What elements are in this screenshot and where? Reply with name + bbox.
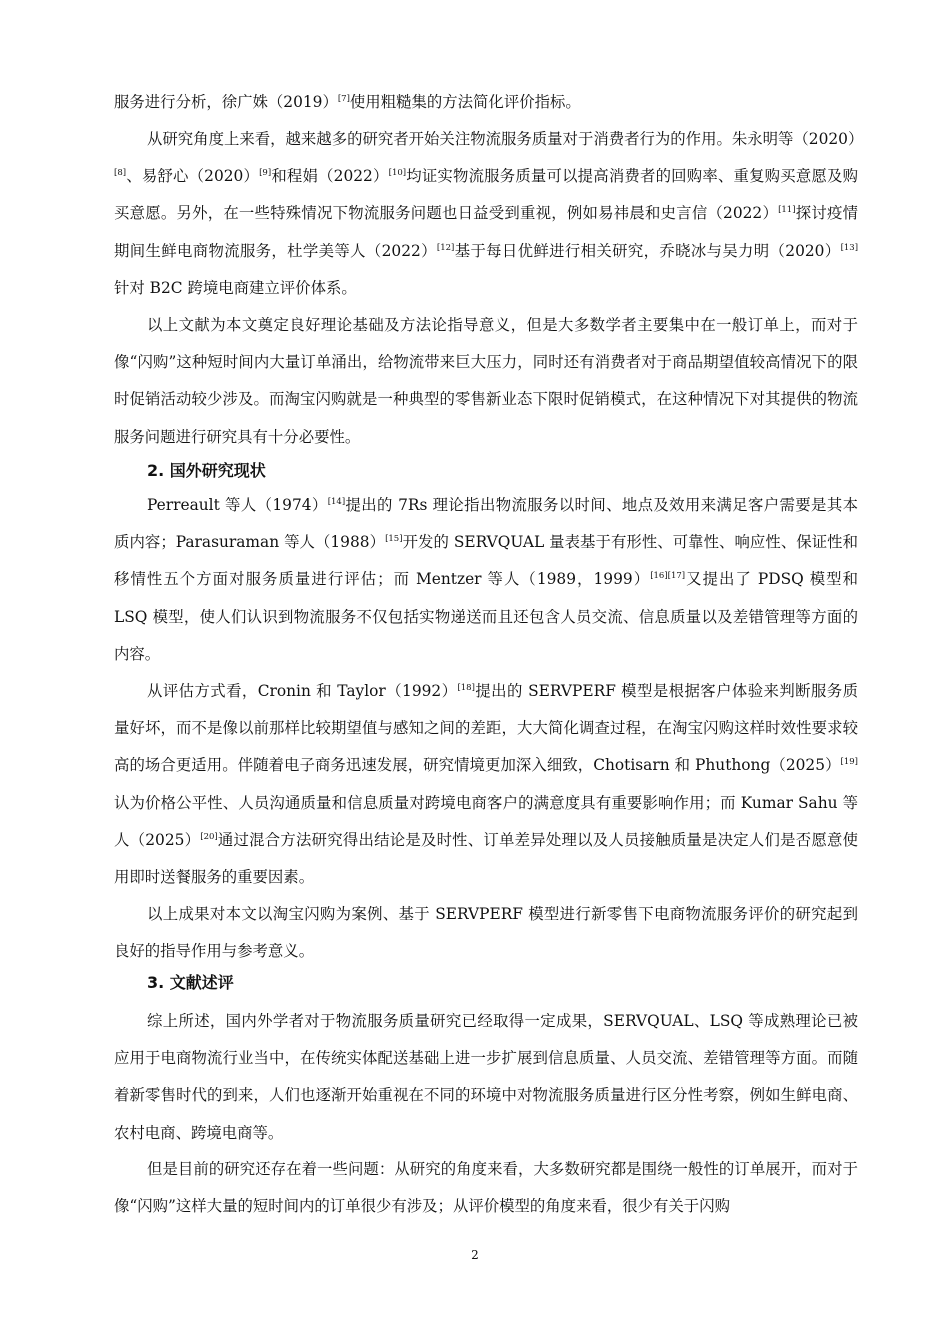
paragraph-summary	[114, 1003, 858, 1152]
citation-marker: [11]	[778, 205, 796, 216]
text-run: 基于每日优鲜进行相关研究，乔晓冰与吴力明（2020）	[454, 241, 841, 260]
citation-marker: [19]	[840, 757, 858, 768]
citation-marker: [14]	[327, 497, 346, 507]
text-run: 探讨疫情期间生鲜电商物流服务，杜学美等人（2022）	[114, 204, 858, 260]
text-run: Perreault 等人（1974）	[147, 496, 328, 514]
citation-marker: [7]	[337, 94, 350, 104]
text-run: 又提出了 PDSQ 模型和 LSQ 模型，使人们认识到物流服务不仅包括实物递送而且还包含人员交流、信息质量以及差错管理等方面的内容。	[114, 570, 858, 663]
citation-marker: [10]	[388, 168, 407, 179]
paragraph-guidance	[114, 896, 858, 970]
text-run: 开发的 SERVQUAL 量表基于有形性、可靠性、响应性、保证性和移情性五个方面对服务质量进行评估；而 Mentzer 等人（1989，1999）	[114, 533, 858, 589]
text-run: 但是目前的研究还存在着一些问题：从研究的角度来看，大多数研究都是围绕一般性的订单展开，而对于像“闪购”这样大量的短时间内的订单很少有涉及；从评价模型的角度来看，很少有关于闪购	[114, 1160, 858, 1216]
text-run: 从研究角度上来看，越来越多的研究者开始关注物流服务质量对于消费者行为的作用。朱永明等（2020）	[147, 130, 864, 148]
section-heading-foreign-research: 2. 国外研究现状	[147, 461, 266, 480]
text-run: 和程娟（2022）	[271, 167, 389, 186]
citation-marker: [16][17]	[650, 571, 686, 582]
text-run: 以上文献为本文奠定良好理论基础及方法论指导意义，但是大多数学者主要集中在一般订单上，而对于像“闪购”这种短时间内大量订单涌出，给物流带来巨大压力，同时还有消费者对于商品期望值较高情况下的限时促销活动较少涉及。而淘宝闪购就是一种典型的零售新业态下限时促销模式，在这种情况下对其提供的物流服务问题进行研究具有十分必要性。	[114, 316, 858, 446]
citation-marker: [12]	[436, 242, 455, 253]
text-run: 以上成果对本文以淘宝闪购为案例、基于 SERVPERF 模型进行新零售下电商物流服务评价的研究起到良好的指导作用与参考意义。	[114, 905, 858, 961]
page-number: 2	[471, 1248, 479, 1262]
text-run: 从评估方式看，Cronin 和 Taylor（1992）	[147, 682, 458, 700]
text-run: 通过混合方法研究得出结论是及时性、订单差异处理以及人员接触质量是决定人们是否愿意使用即时送餐服务的重要因素。	[114, 830, 858, 887]
paragraph-continuation	[114, 84, 858, 121]
text-run: 使用粗糙集的方法简化评价指标。	[349, 93, 581, 111]
text-run: 认为价格公平性、人员沟通质量和信息质量对跨境电商客户的满意度具有重要影响作用；而 Kumar Sahu 等人（2025）	[114, 793, 858, 849]
paragraph-evaluation-method	[114, 673, 858, 896]
text-run: 提出的 7Rs 理论指出物流服务以时间、地点及效用来满足客户需要是其本质内容；Parasuraman 等人（1988）	[114, 496, 858, 552]
paragraph-foreign-theories	[114, 487, 858, 673]
paragraph-problems	[114, 1151, 858, 1225]
paragraph-research-angle	[114, 121, 864, 307]
text-run: 服务进行分析，徐广姝（2019）	[114, 93, 338, 111]
text-run: 针对 B2C 跨境电商建立评价体系。	[114, 278, 357, 297]
text-run: 均证实物流服务质量可以提高消费者的回购率、重复购买意愿及购买意愿。另外，在一些特殊情况下物流服务问题也日益受到重视，例如易祎晨和史言信（2022）	[114, 167, 858, 223]
text-run: 提出的 SERVPERF 模型是根据客户体验来判断服务质量好坏，而不是像以前那样比较期望值与感知之间的差距，大大简化调查过程，在淘宝闪购这样时效性要求较高的场合更适用。伴随着电子商务迅速发展，研究情境更加深入细致，Chotisarn 和 Phuthong（2025）	[114, 682, 858, 775]
section-heading-literature-review: 3. 文献述评	[147, 973, 234, 992]
citation-marker: [15]	[385, 534, 403, 545]
text-run: 综上所述，国内外学者对于物流服务质量研究已经取得一定成果，SERVQUAL、LSQ 等成熟理论已被应用于电商物流行业当中，在传统实体配送基础上进一步扩展到信息质量、人员交流、差错管理等方面。而随着新零售时代的到来，人们也逐渐开始重视在不同的环境中对物流服务质量进行区分性考察，例如生鲜电商、农村电商、跨境电商等。	[114, 1012, 858, 1142]
text-run: 、易舒心（2020）	[126, 167, 260, 186]
citation-marker: [8]	[114, 168, 127, 179]
citation-marker: [18]	[457, 683, 475, 693]
citation-marker: [20]	[200, 831, 218, 842]
paragraph-literature-foundation	[114, 307, 858, 456]
citation-marker: [13]	[840, 242, 859, 253]
citation-marker: [9]	[259, 168, 272, 179]
